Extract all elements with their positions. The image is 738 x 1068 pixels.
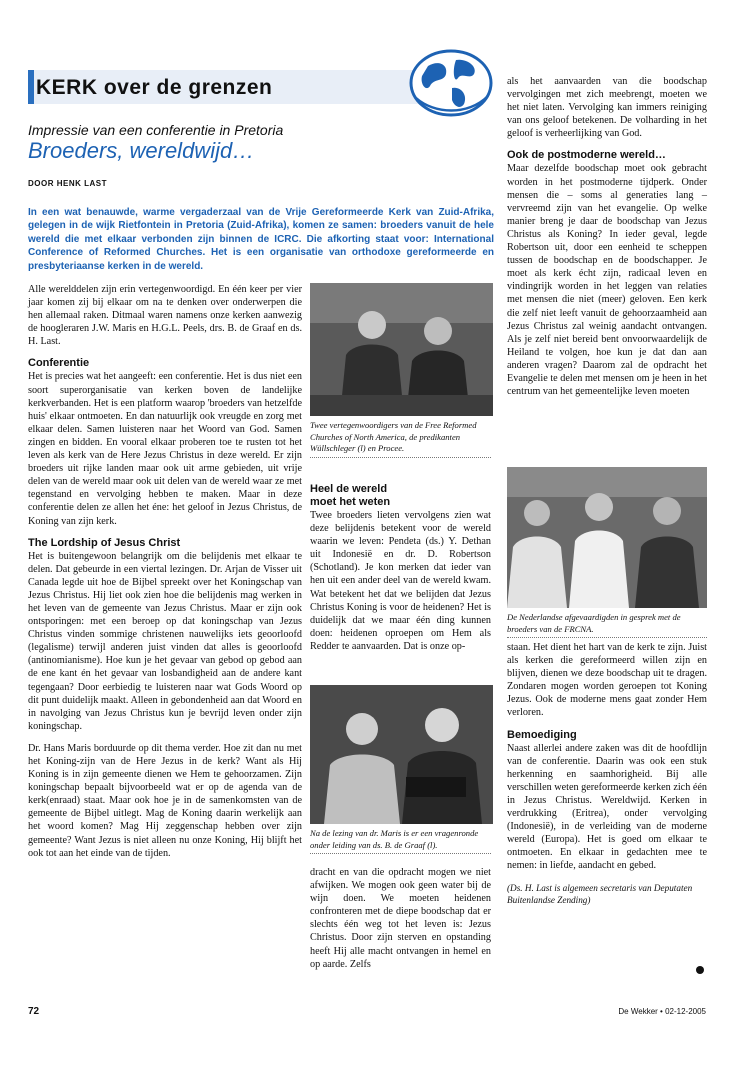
paragraph: Dr. Hans Maris borduurde op dit thema verder. Hoe zit dan nu met het Koning-zijn van de Here Jezus in de kerk? Want als Hij Koning is in zijn gemeente dienen we Hem te gehoorzamen. Zijn koningschap bepaalt bijvoorbeeld wat er op de agenda van de kerk(enraad) staat. Maar ook hoe je in de samenkomsten van de gemeente de Bijbel uitlegt. Mag de Koning daarin werkelijk aan het woord komen? Mag Hij zeggenschap hebben over zijn gemeente? Want Jezus is niet alleen nu onze Koning, Hij blijft het ook tot aan het einde van de tijden. [28,742,302,859]
subheading-postmoderne: Ook de postmoderne wereld… [507,149,666,162]
paragraph: dracht en van die opdracht mogen we niet afwijken. We mogen ook geen water bij de wijn doen. We moeten heidenen confronteren met de diepe boodschap dat er slechts één weg tot het leven is: Jezus Christus. Door zijn sterven en opstanding heeft Hij alle macht ontvangen in hemel en op aarde. Zelfs [310,867,491,970]
photo-question-round [310,685,493,824]
column-1 [28,283,302,860]
subheading-bemoediging: Bemoediging [507,728,577,741]
paragraph: Het is buitengewoon belangrijk om die belijdenis met elkaar te delen. Dat gebeurde in een viertal lezingen. Dr. Arjan de Visser uit Canada legde uit hoe de Bijbel spreekt over het Koningschap van Jezus Christus. Hij liet ook zien hoe die belijdenis mag werken in het leven van de gemeente van Jezus Christus. Maar er zijn ook ontsporingen: met een beroep op dat koningschap van Jezus Christus vinden sommige christenen nauwelijks iets geoorloofd (legalisme) terwijl anderen juist vinden dat alles is geoorloofd (antinomianisme). Hoe kun je het gevaar van gebod op gebod aan de ene kant én het gevaar van losbandigheid aan de andere kant tegengaan? Door eerbiedig te luisteren naar wat Gods Woord op dit punt duidelijk maakt. Alleen in gebondenheid aan dat Woord en in navolging van Jezus Christus kun je bevrijd leven onder zijn koningschap. [28,550,302,732]
paragraph: Naast allerlei andere zaken was dit de hoofdlijn van de conferentie. Daarin was ook een stuk herkenning en saamhorigheid. Bij alle verschillen weten gereformeerde kerken zich één in Jezus Christus. Wereldwijd. Kerken in verdrukking (Eritrea), onder vervolging (Indonesië), in de verleiding van de moderne wereld (Europa). Het is goed om elkaar te ontmoeten. En elkaar in gedachten mee te nemen: in liefde, aandacht en gebed. [507,742,707,872]
article-headline: Broeders, wereldwijd… [28,138,255,163]
subheading-lordship: The Lordship of Jesus Christ [28,536,181,549]
globe-icon [408,48,494,118]
paragraph: als het aanvaarden van die boodschap vervolgingen met zich meebrengt, moeten we het niet laten. Vervolging kan immers reiniging van ons geloof betekenen. De volharding in het geloof is verheerlijking van God. [507,76,707,140]
photo-caption: Twee vertegenwoordigers van de Free Reformed Churches of North America, de predikanten Wüllschleger (l) en Procee. [310,420,491,458]
end-of-article-bullet-icon [696,966,704,974]
paragraph: Twee broeders lieten vervolgens zien wat deze belijdenis betekent voor de wereld waarin we leven: Pendeta (ds.) Y. Dethan uit Indonesië en dr. D. Robertson (Schotland). Je kon merken dat ieder van hen uit een ander deel van de wereld kwam. Wat betekent het dat we belijden dat Jezus Christus Koning is voor de heidenen? Het is duidelijk dat we maar één ding kunnen doen: heidenen oproepen om Hem als Redder te aanvaarden. Dat is onze op- [310,510,491,652]
photo-two-representatives [310,283,493,416]
article-kicker: Impressie van een conferentie in Pretoria [28,122,284,138]
photo-caption: De Nederlandse afgevaardigden in gesprek met de broeders van de FRCNA. [507,612,707,638]
page-number: 72 [28,1006,40,1017]
photo-caption: Na de lezing van dr. Maris is er een vragenronde onder leiding van ds. B. de Graaf (l). [310,828,491,854]
column-3 [507,75,707,398]
magazine-footer: De Wekker • 02-12-2005 [618,1007,706,1016]
subheading-conferentie: Conferentie [28,357,90,370]
column-3-continued [507,641,707,906]
paragraph: Het is precies wat het aangeeft: een conferentie. Het is dus niet een soort superorganisatie van kerken boven de landelijke kerkverbanden. Het is een platform waarop 'broeders van hetzelfde huis' elkaar ontmoeten. En dan natuurlijk ook vreugde en zorg met elkaar delen. Samen luisteren naar het Woord van God. Samen zingen en bidden. En vooral elkaar proberen toe te rusten tot het leven als kerk van de Here Jezus Christus in deze wereld. Er zijn broeders uit rijke landen maar ook uit arme gebieden, uit vrije delen van de wereld maar ook uit delen van de wereld waar ze met tegenstand en vervolging hebben te maken. Maar in deze conferentie delen ze allen het éne: het geloof in Jezus Christus, de Koning van zijn kerk. [28,371,302,527]
subheading-heel-de-wereld-line2: moet het weten [310,496,391,508]
subheading-heel-de-wereld-line1: Heel de wereld [310,483,388,495]
section-title: KERK over de grenzen [36,76,273,99]
paragraph: Alle werelddelen zijn erin vertegenwoordigd. En één keer per vier jaar komen zij bij elkaar om na te denken over onderwerpen die hen allemaal raken. Ditmaal waren namens onze kerken aanwezig de hoogleraren J.W. Maris en H.G.L. Peels, drs. B. de Graaf en ds. H. Last. [28,284,302,348]
paragraph: Maar dezelfde boodschap moet ook gebracht worden in het postmoderne tijdperk. Onder mensen die – soms al generaties lang – vervreemd zijn van het evangelie. Op welke manier breng je daar de boodschap van Jezus Christus als Koning? In ieder geval, legde Robertson uit, door een eenheid te scheppen tussen de boodschap en de boodschapper. Je moet als kerk écht zijn, radicaal leven en vindingrijk worden in het leggen van relaties met mensen die niet (meer) geloven. Een kerk die zelf niet leeft vanuit de gehoorzaamheid aan Jezus Christus zal weinig aandacht ontvangen. Als je zelf niet bereid bent onvoorwaardelijk de Heiland te volgen, hoe kun je dat dan aan anderen vragen? Daarom zal de opdracht het Evangelie te delen met mensen om je heen in het centrum van het gemeentelijke leven moeten [507,163,707,398]
column-2 [310,483,491,653]
intro-paragraph: In een wat benauwde, warme vergaderzaal van de Vrije Gereformeerde Kerk van Zuid-Afrika, gelegen in de wijk Rietfontein in Pretoria (Zuid-Afrika), komen ze samen: broeders vanuit de hele wereld die met elkaar verbonden zijn binnen de ICRC. Die afkorting staat voor: International Conference of Reformed Churches. Het is een organisatie van orthodoxe gereformeerde en presbyteriaanse kerken in de wereld. [28,207,494,272]
photo-dutch-delegates [507,467,707,608]
paragraph: staan. Het dient het hart van de kerk te zijn. Juist als kerken die gereformeerd willen zijn en blijven, dienen we deze boodschap uit te dragen. Zondaren mogen worden geroepen tot Koning Jezus. Ook de moderne mens gaat zonder Hem verloren. [507,642,707,719]
byline: DOOR HENK LAST [28,179,107,188]
author-note: (Ds. H. Last is algemeen secretaris van Deputaten Buitenlandse Zending) [507,882,693,905]
column-2-continued [310,866,491,971]
